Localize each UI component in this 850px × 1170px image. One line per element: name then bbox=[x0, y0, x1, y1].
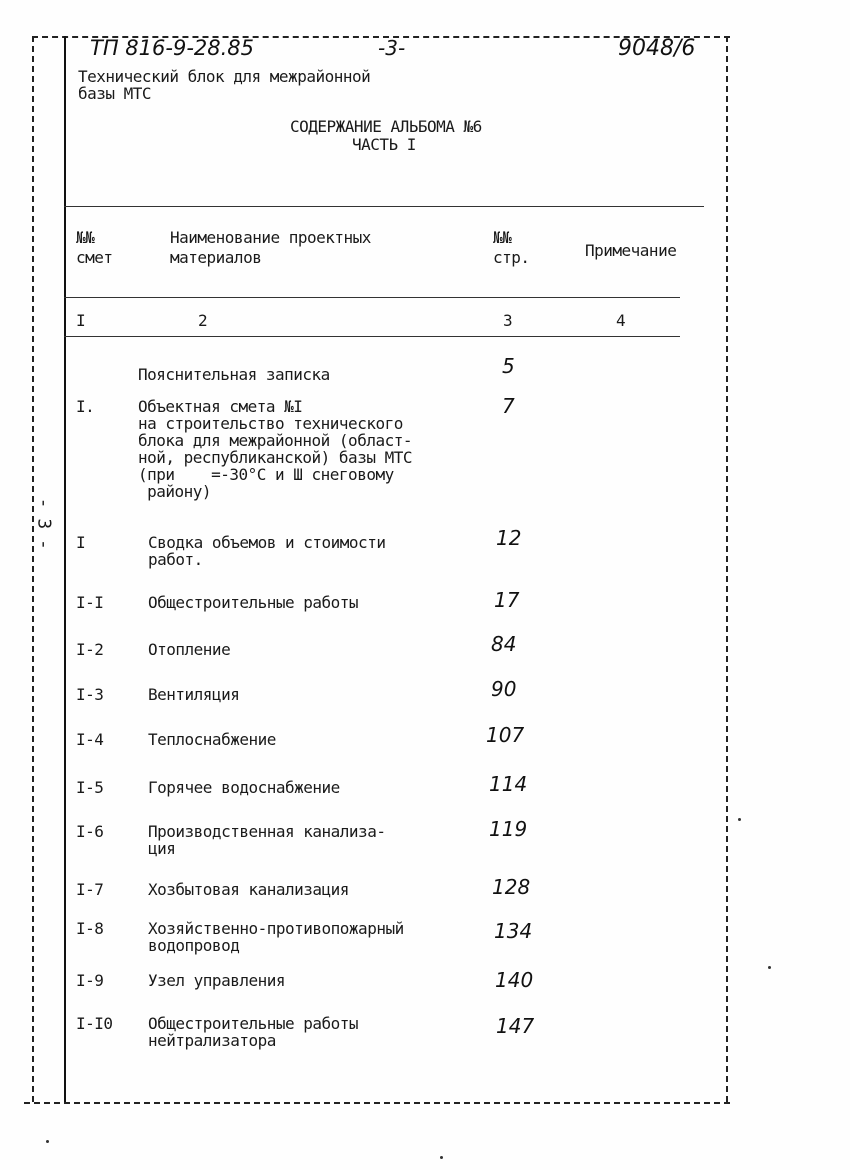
header-estimate-number: №№ смет bbox=[76, 228, 113, 267]
scan-speck bbox=[738, 818, 741, 821]
subject-line-1: Технический блок для межрайонной bbox=[78, 67, 371, 86]
row-number: I-4 bbox=[76, 730, 104, 749]
row-number: I-5 bbox=[76, 778, 104, 797]
row-page: 119 bbox=[489, 817, 528, 841]
header-material-name: Наименование проектных материалов bbox=[170, 228, 371, 267]
subject-line-2: базы МТС bbox=[78, 84, 152, 103]
row-number: I. bbox=[76, 397, 95, 416]
header-note: Примечание bbox=[585, 241, 677, 260]
header-page-number: №№ стр. bbox=[493, 228, 530, 267]
column-numbers-rule bbox=[64, 336, 680, 337]
column-number-1: I bbox=[76, 311, 86, 330]
frame-bottom-border bbox=[24, 1102, 730, 1104]
column-number-4: 4 bbox=[616, 311, 626, 330]
row-name: Производственная канализа- ция bbox=[148, 822, 386, 858]
row-number: I-8 bbox=[76, 919, 104, 938]
row-name: Объектная смета №I на строительство технического блока для межрайонной (област- ной, республиканской) базы МТС (при =-30°С и Ш снеговому районy) bbox=[138, 397, 412, 501]
frame-inner-margin-line bbox=[64, 36, 66, 1102]
row-number: I-2 bbox=[76, 640, 104, 659]
row-number: I-I bbox=[76, 593, 104, 612]
row-name: Хозбытовая канализация bbox=[148, 880, 349, 899]
page-mark: -3- bbox=[378, 36, 406, 60]
row-name: Теплоснабжение bbox=[148, 730, 276, 749]
row-number: I-7 bbox=[76, 880, 104, 899]
row-name: Отопление bbox=[148, 640, 231, 659]
row-page: 5 bbox=[502, 354, 515, 378]
project-code: ТП 816-9-28.85 bbox=[90, 36, 255, 60]
scan-speck bbox=[440, 1156, 443, 1159]
row-name: Сводка объемов и стоимости работ. bbox=[148, 533, 386, 569]
row-name: Пояснительная записка bbox=[138, 365, 330, 384]
row-name: Вентиляция bbox=[148, 685, 240, 704]
scan-speck bbox=[46, 1140, 49, 1143]
column-number-2: 2 bbox=[198, 311, 208, 330]
row-number: I-6 bbox=[76, 822, 104, 841]
column-number-3: 3 bbox=[503, 311, 513, 330]
row-number: I-9 bbox=[76, 971, 104, 990]
row-name: Хозяйственно-противопожарный водопровод bbox=[148, 919, 404, 955]
side-page-mark: - 3 - bbox=[33, 497, 55, 550]
row-page: 147 bbox=[496, 1014, 535, 1038]
row-page: 84 bbox=[491, 632, 517, 656]
row-page: 90 bbox=[491, 677, 517, 701]
row-page: 17 bbox=[494, 588, 520, 612]
row-page: 12 bbox=[496, 526, 522, 550]
row-name: Общестроительные работы нейтрализатора bbox=[148, 1014, 359, 1050]
row-name: Горячее водоснабжение bbox=[148, 778, 340, 797]
album-title: СОДЕРЖАНИЕ АЛЬБОМА №6 bbox=[290, 117, 482, 136]
frame-right-border bbox=[726, 36, 728, 1102]
archive-number: 9048/6 bbox=[618, 36, 696, 61]
table-header-bottom-rule bbox=[64, 297, 680, 298]
table-header-top-rule bbox=[64, 206, 704, 207]
row-number: I-I0 bbox=[76, 1014, 113, 1033]
frame-left-border bbox=[32, 36, 34, 1102]
row-page: 7 bbox=[502, 394, 515, 418]
row-page: 134 bbox=[494, 919, 533, 943]
row-page: 128 bbox=[492, 875, 531, 899]
row-number: I bbox=[76, 533, 86, 552]
album-part: ЧАСТЬ I bbox=[352, 135, 416, 154]
row-number: I-3 bbox=[76, 685, 104, 704]
row-page: 140 bbox=[495, 968, 534, 992]
row-name: Узел управления bbox=[148, 971, 285, 990]
row-page: 114 bbox=[489, 772, 528, 796]
row-name: Общестроительные работы bbox=[148, 593, 359, 612]
row-page: 107 bbox=[486, 723, 525, 747]
scan-speck bbox=[768, 966, 771, 969]
